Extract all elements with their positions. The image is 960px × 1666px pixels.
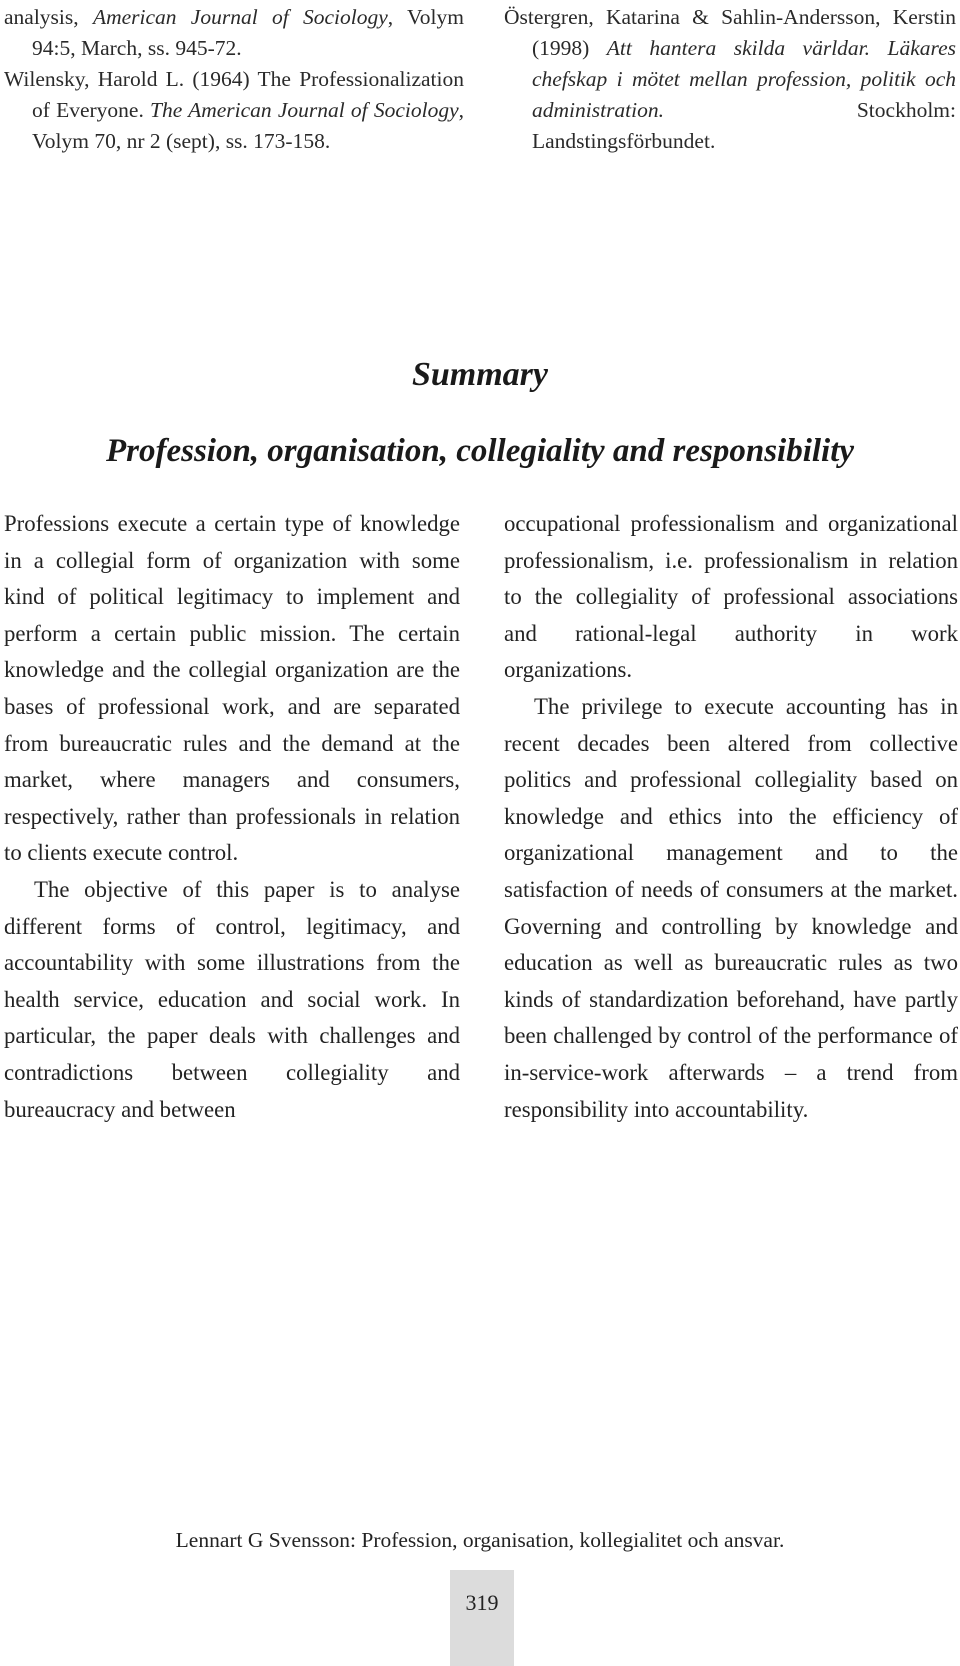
body-paragraph: The objective of this paper is to analyse different forms of control, legitimacy, and accountability with some illustrations from the health service, education and social work. In particular, the paper deals with challenges and contradictions between collegiality and bureaucracy and between [4,876,460,1122]
reference-text: , Volym 94:5, March, ss. 945-72. [32,5,464,60]
body-left-column [4,506,460,1128]
reference-text: analysis, [4,5,93,29]
body-right-column [504,506,958,1128]
reference-title: Att hantera skilda världar. Läkares chefskap i mötet mellan profession, politik och administration. [532,36,956,122]
references-section [0,0,960,153]
reference-entry [4,2,464,64]
references-left-column [4,2,464,157]
reference-text: , Volym 70, nr 2 (sept), ss. 173-158. [32,98,464,153]
reference-entry [4,64,464,157]
reference-entry [504,2,956,157]
summary-subtitle: Profession, organisation, collegiality and responsibility [105,433,855,469]
body-paragraph: The privilege to execute accounting has in recent decades been altered from collective politics and professional collegiality based on knowledge and ethics into the efficiency of organizational management and to the satisfaction of needs of consumers at the market. Governing and controlling by knowledge and education as well as bureaucratic rules as two kinds of standardization beforehand, have partly been challenged by control of the performance of in-service-work afterwards – a trend from responsibility into accountability. [504,693,958,1122]
reference-text: Östergren, Katarina & Sahlin-Andersson, Kerstin (1998) [504,5,956,60]
page-number-box [450,1570,514,1666]
section-title: Summary [411,356,549,393]
page-footer: Lennart G Svensson: Profession, organisation, kollegialitet och ansvar. [175,1528,785,1552]
references-right-column [504,2,956,157]
reference-text: Wilensky, Harold L. (1964) The Professionalization of Everyone. [4,67,464,122]
page-number: 319 [465,1590,499,1615]
reference-text: Stockholm: Landstingsförbundet. [532,98,956,153]
body-paragraph: occupational professionalism and organizational professionalism, i.e. professionalism in relation to the collegiality of professional associations and rational-legal authority in work organizations. [504,511,958,683]
reference-journal: The American Journal of Sociology [150,98,459,122]
reference-journal: American Journal of Sociology [92,5,388,29]
body-paragraph: Professions execute a certain type of knowledge in a collegial form of organization with some kind of political legitimacy to implement and perform a certain public mission. The certain knowledge and the collegial organization are the bases of professional work, and are separated from bureaucratic rules and the demand at the market, where managers and consumers, respectively, rather than professionals in relation to clients execute control. [4,511,460,866]
